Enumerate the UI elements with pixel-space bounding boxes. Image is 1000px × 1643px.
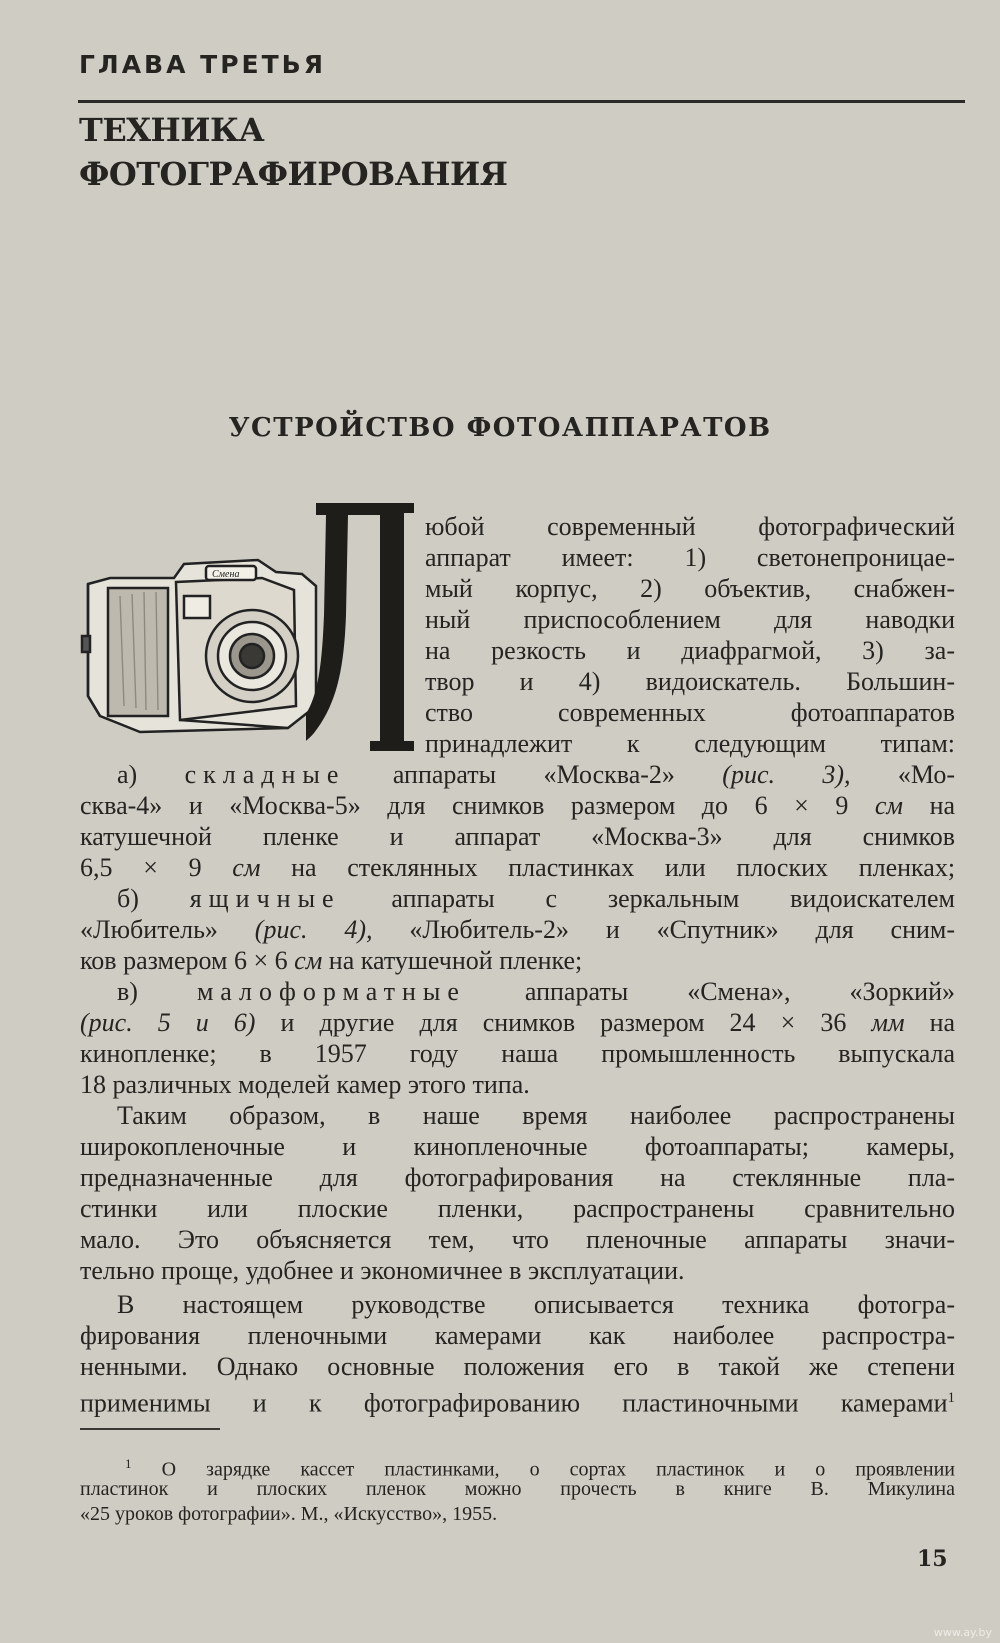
para2-line: широкопленочные и кинопленочные фотоаппараты; камеры, — [80, 1132, 955, 1161]
unit: см — [294, 946, 323, 975]
number: 9 — [188, 853, 202, 882]
camera-illustration — [80, 556, 320, 756]
footnote-ref: 1 — [947, 1390, 955, 1406]
spaced-term: складные — [184, 760, 346, 789]
multiply-sign: × — [794, 791, 809, 820]
item-a-line — [117, 760, 955, 790]
item-b-line — [80, 915, 955, 945]
intro-line: ный приспособлением для наводки — [425, 605, 955, 634]
text-run: аппараты «Москва-2» — [392, 760, 675, 789]
footnote-marker: 1 — [125, 1456, 132, 1471]
item-c-line — [80, 1008, 955, 1038]
item-a-line — [80, 853, 955, 883]
page-number: 15 — [917, 1546, 948, 1572]
text-run: ков размером 6 — [80, 946, 247, 975]
item-marker: а) — [117, 760, 138, 789]
intro-line: мый корпус, 2) объектив, снабжен- — [425, 574, 955, 603]
figure-ref: (рис. 4), — [254, 915, 373, 944]
drop-cap-letter — [306, 495, 418, 753]
camera-logo-text: Смена — [212, 569, 240, 580]
multiply-sign: × — [253, 946, 269, 975]
number: 36 — [820, 1008, 847, 1037]
unit: см — [232, 853, 261, 882]
text-run: на — [929, 791, 956, 820]
item-marker: б) — [117, 884, 139, 913]
text-run: 6,5 — [80, 853, 113, 882]
item-c-line: 18 различных моделей камер этого типа. — [80, 1070, 530, 1099]
chapter-title-line1: ТЕХНИКА — [79, 111, 265, 149]
intro-line: на резкость и диафрагмой, 3) за- — [425, 636, 955, 665]
number: 9 — [835, 791, 849, 820]
text-run: на — [929, 1008, 956, 1037]
chapter-label: ГЛАВА ТРЕТЬЯ — [79, 50, 326, 79]
para3-line — [80, 1383, 955, 1419]
footnote-line: пластинок и плоских пленок можно прочесть в книге В. Микулина — [80, 1478, 955, 1500]
para3-line: В настоящем руководстве описывается техника фотогра- — [117, 1290, 955, 1319]
multiply-sign: × — [143, 853, 158, 882]
spaced-term: ящичные — [189, 884, 341, 913]
para2-line: предназначенные для фотографирования на стеклянные пла- — [80, 1163, 955, 1192]
text-run: аппараты «Смена», «Зоркий» — [524, 977, 955, 1006]
para2-line: Таким образом, в наше время наиболее распространены — [117, 1101, 955, 1130]
text-run: аппараты с зеркальным видоискателем — [391, 884, 955, 913]
text-run: и другие для снимков размером 24 — [280, 1008, 756, 1037]
item-b-line — [80, 946, 582, 976]
intro-line: юбой современный фотографический — [425, 512, 955, 541]
item-b-line — [117, 884, 955, 914]
chapter-title — [79, 108, 507, 196]
text-run: сква-4» и «Москва-5» для снимков размером до 6 — [80, 791, 768, 820]
para2-line: мало. Это объясняется тем, что пленочные аппараты значи- — [80, 1225, 955, 1254]
item-c-line: кинопленке; в 1957 году наша промышленность выпускала — [80, 1039, 955, 1068]
unit: мм — [871, 1008, 905, 1037]
text-run: О зарядке кассет пластинками, о сортах пластинок и о проявлении — [161, 1458, 956, 1481]
footnote-line: «25 уроков фотографии». М., «Искусство», 1955. — [80, 1503, 498, 1525]
para2-line: стинки или плоские пленки, распространены сравнительно — [80, 1194, 955, 1223]
para3-line: фирования пленочными камерами как наиболее распростра- — [80, 1321, 955, 1350]
intro-line: твор и 4) видоискатель. Большин- — [425, 667, 955, 696]
para3-line: ненными. Однако основные положения его в такой же степени — [80, 1352, 955, 1381]
number: 6 — [274, 946, 288, 975]
text-run: применимы и к фотографированию пластиночными камерами — [80, 1388, 948, 1418]
intro-line: ство современных фотоаппаратов — [425, 698, 955, 727]
figure-ref: (рис. 3), — [722, 760, 851, 789]
header-rule — [78, 100, 965, 103]
text-run: «Любитель-2» и «Спутник» для сним- — [409, 915, 956, 944]
item-a-line — [80, 791, 955, 821]
intro-line: принадлежит к следующим типам: — [425, 729, 955, 758]
text-run: на катушечной пленке; — [328, 946, 583, 975]
multiply-sign: × — [780, 1008, 796, 1037]
para2-line: тельно проще, удобнее и экономичнее в эксплуатации. — [80, 1256, 685, 1285]
text-run: «Любитель» — [80, 915, 218, 944]
text-run: «Мо- — [897, 760, 956, 789]
figure-ref: (рис. 5 и 6) — [80, 1008, 256, 1037]
footnote-rule — [80, 1428, 220, 1430]
chapter-title-line2: ФОТОГРАФИРОВАНИЯ — [79, 155, 508, 193]
watermark: www.ay.by — [933, 1626, 992, 1639]
item-marker: в) — [117, 977, 138, 1006]
item-a-line: катушечной пленке и аппарат «Москва-3» для снимков — [80, 822, 955, 851]
intro-line: аппарат имеет: 1) светонепроницае- — [425, 543, 955, 572]
unit: см — [874, 791, 904, 820]
spaced-term: малоформатные — [196, 977, 466, 1006]
item-c-line — [117, 977, 955, 1007]
section-title: УСТРОЙСТВО ФОТОАППАРАТОВ — [228, 413, 772, 443]
text-run: на стеклянных пластинках или плоских пленках; — [291, 853, 956, 882]
